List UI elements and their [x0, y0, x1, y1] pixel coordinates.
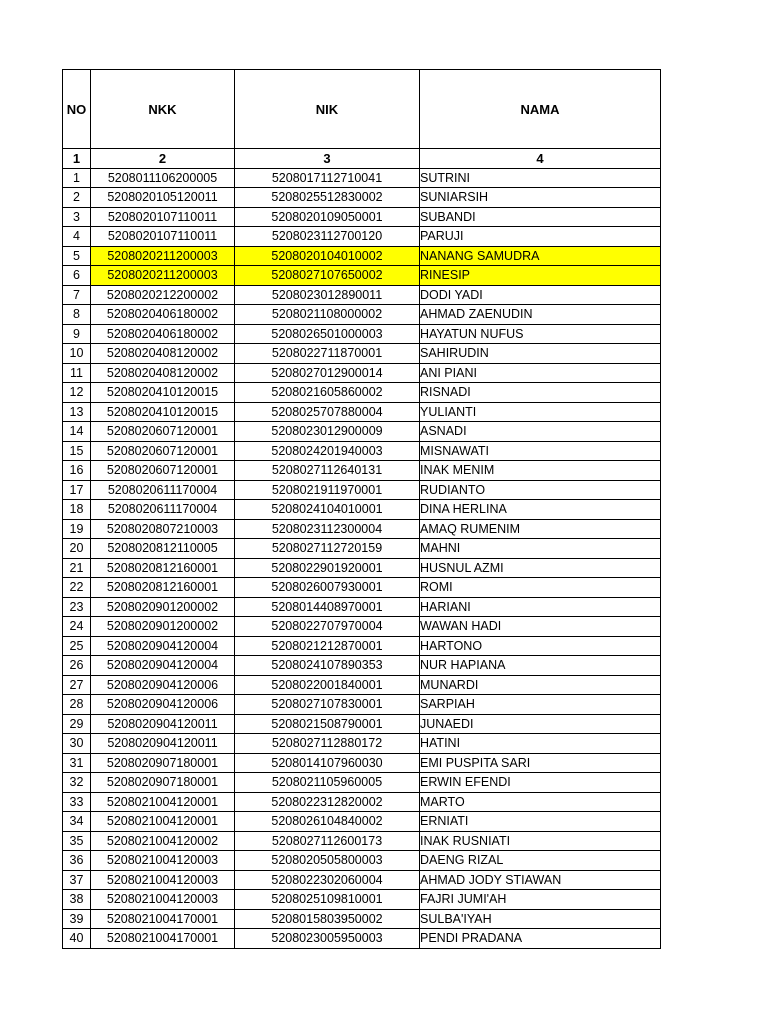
cell-nama: MUNARDI: [420, 675, 661, 695]
cell-nik: 5208022707970004: [235, 617, 420, 637]
cell-no: 26: [63, 656, 91, 676]
cell-no: 39: [63, 909, 91, 929]
cell-nama: FAJRI JUMI'AH: [420, 890, 661, 910]
cell-nkk: 5208020807210003: [91, 519, 235, 539]
cell-nkk: 5208020904120004: [91, 636, 235, 656]
cell-nik: 5208023112700120: [235, 227, 420, 247]
cell-nkk: 5208020907180001: [91, 753, 235, 773]
cell-no: 35: [63, 831, 91, 851]
table-row: [63, 188, 661, 208]
table-row: [63, 402, 661, 422]
table-row: [63, 675, 661, 695]
cell-nkk: 5208020611170004: [91, 480, 235, 500]
cell-no: 28: [63, 695, 91, 715]
table-row: [63, 558, 661, 578]
cell-nik: 5208023012890011: [235, 285, 420, 305]
cell-nkk: 5208020107110011: [91, 227, 235, 247]
cell-nama: ERWIN EFENDI: [420, 773, 661, 793]
cell-nama: ASNADI: [420, 422, 661, 442]
cell-nkk: 5208020410120015: [91, 383, 235, 403]
cell-nama: AHMAD ZAENUDIN: [420, 305, 661, 325]
cell-nik: 5208021108000002: [235, 305, 420, 325]
cell-nama: DODI YADI: [420, 285, 661, 305]
cell-nik: 5208027112640131: [235, 461, 420, 481]
cell-nik: 5208025109810001: [235, 890, 420, 910]
table-row: [63, 695, 661, 715]
cell-nik: 5208023012900009: [235, 422, 420, 442]
table-row: [63, 656, 661, 676]
cell-nkk: 5208020904120011: [91, 734, 235, 754]
table-row: [63, 285, 661, 305]
cell-nkk: 5208020812110005: [91, 539, 235, 559]
table-row: [63, 812, 661, 832]
header-nkk: NKK: [91, 70, 235, 149]
cell-no: 13: [63, 402, 91, 422]
column-index: 2: [91, 149, 235, 169]
cell-no: 2: [63, 188, 91, 208]
table-row: [63, 383, 661, 403]
cell-no: 23: [63, 597, 91, 617]
cell-nik: 5208023005950003: [235, 929, 420, 949]
column-index: 4: [420, 149, 661, 169]
cell-no: 16: [63, 461, 91, 481]
cell-nama: MISNAWATI: [420, 441, 661, 461]
cell-nik: 5208021508790001: [235, 714, 420, 734]
cell-nik: 5208021212870001: [235, 636, 420, 656]
table-row: [63, 480, 661, 500]
cell-nik: 5208024201940003: [235, 441, 420, 461]
cell-nkk: 5208020408120002: [91, 344, 235, 364]
cell-nama: HARIANI: [420, 597, 661, 617]
table-row: [63, 227, 661, 247]
cell-nama: NANANG SAMUDRA: [420, 246, 661, 266]
cell-nik: 5208027107650002: [235, 266, 420, 286]
cell-no: 34: [63, 812, 91, 832]
cell-nik: 5208024104010001: [235, 500, 420, 520]
cell-nkk: 5208020105120011: [91, 188, 235, 208]
cell-nama: NUR HAPIANA: [420, 656, 661, 676]
cell-nkk: 5208020211200003: [91, 246, 235, 266]
table-row: [63, 519, 661, 539]
table-row: [63, 734, 661, 754]
cell-no: 12: [63, 383, 91, 403]
cell-no: 24: [63, 617, 91, 637]
table-row: [63, 792, 661, 812]
header-nama: NAMA: [420, 70, 661, 149]
cell-nama: YULIANTI: [420, 402, 661, 422]
cell-nkk: 5208020406180002: [91, 305, 235, 325]
cell-nkk: 5208020406180002: [91, 324, 235, 344]
cell-nama: PARUJI: [420, 227, 661, 247]
cell-nik: 5208025512830002: [235, 188, 420, 208]
cell-no: 25: [63, 636, 91, 656]
table-row: [63, 870, 661, 890]
table-row: [63, 539, 661, 559]
cell-nkk: 5208021004120003: [91, 870, 235, 890]
cell-nkk: 5208020211200003: [91, 266, 235, 286]
cell-nkk: 5208020812160001: [91, 558, 235, 578]
cell-nik: 5208026501000003: [235, 324, 420, 344]
table-row: [63, 168, 661, 188]
cell-nik: 5208026007930001: [235, 578, 420, 598]
cell-nama: HAYATUN NUFUS: [420, 324, 661, 344]
table-row: [63, 500, 661, 520]
table-row: [63, 890, 661, 910]
cell-nama: SULBA'IYAH: [420, 909, 661, 929]
cell-nama: HARTONO: [420, 636, 661, 656]
cell-no: 29: [63, 714, 91, 734]
table-row: [63, 851, 661, 871]
cell-nik: 5208022312820002: [235, 792, 420, 812]
cell-nkk: 5208020904120004: [91, 656, 235, 676]
cell-nkk: 5208021004170001: [91, 909, 235, 929]
cell-no: 30: [63, 734, 91, 754]
cell-no: 11: [63, 363, 91, 383]
table-row: [63, 363, 661, 383]
cell-nkk: 5208021004120003: [91, 851, 235, 871]
cell-nik: 5208022001840001: [235, 675, 420, 695]
table-body: [63, 168, 661, 948]
table-row: [63, 773, 661, 793]
cell-nkk: 5208020904120011: [91, 714, 235, 734]
cell-nkk: 5208020212200002: [91, 285, 235, 305]
cell-nama: RUDIANTO: [420, 480, 661, 500]
cell-nama: SAHIRUDIN: [420, 344, 661, 364]
table-row: [63, 617, 661, 637]
table-row: [63, 344, 661, 364]
cell-nkk: 5208020907180001: [91, 773, 235, 793]
table-row: [63, 578, 661, 598]
cell-nkk: 5208021004120003: [91, 890, 235, 910]
cell-nkk: 5208020611170004: [91, 500, 235, 520]
table-row: [63, 324, 661, 344]
cell-no: 31: [63, 753, 91, 773]
cell-no: 27: [63, 675, 91, 695]
cell-no: 33: [63, 792, 91, 812]
cell-nkk: 5208021004120001: [91, 812, 235, 832]
cell-nik: 5208027112720159: [235, 539, 420, 559]
table-row: [63, 422, 661, 442]
cell-nama: INAK RUSNIATI: [420, 831, 661, 851]
cell-nkk: 5208020607120001: [91, 422, 235, 442]
cell-nama: SUBANDI: [420, 207, 661, 227]
cell-nik: 5208027012900014: [235, 363, 420, 383]
cell-nik: 5208027112880172: [235, 734, 420, 754]
table-row: [63, 207, 661, 227]
cell-no: 14: [63, 422, 91, 442]
cell-nik: 5208021105960005: [235, 773, 420, 793]
cell-nama: RISNADI: [420, 383, 661, 403]
cell-nama: DAENG RIZAL: [420, 851, 661, 871]
cell-nik: 5208014408970001: [235, 597, 420, 617]
cell-nkk: 5208020107110011: [91, 207, 235, 227]
cell-nama: SUNIARSIH: [420, 188, 661, 208]
table-row: [63, 441, 661, 461]
table-row: [63, 461, 661, 481]
table-header: [63, 70, 661, 169]
cell-nkk: 5208020408120002: [91, 363, 235, 383]
cell-nama: INAK MENIM: [420, 461, 661, 481]
cell-nama: JUNAEDI: [420, 714, 661, 734]
cell-nama: HUSNUL AZMI: [420, 558, 661, 578]
cell-nkk: 5208011106200005: [91, 168, 235, 188]
cell-no: 9: [63, 324, 91, 344]
cell-nik: 5208025707880004: [235, 402, 420, 422]
cell-no: 6: [63, 266, 91, 286]
cell-no: 1: [63, 168, 91, 188]
cell-no: 36: [63, 851, 91, 871]
cell-nik: 5208026104840002: [235, 812, 420, 832]
cell-nama: WAWAN HADI: [420, 617, 661, 637]
cell-nik: 5208022302060004: [235, 870, 420, 890]
table-row: [63, 636, 661, 656]
column-index: 1: [63, 149, 91, 169]
cell-nik: 5208027107830001: [235, 695, 420, 715]
cell-nkk: 5208020904120006: [91, 675, 235, 695]
header-row: [63, 70, 661, 149]
cell-nama: MAHNI: [420, 539, 661, 559]
cell-nama: EMI PUSPITA SARI: [420, 753, 661, 773]
cell-no: 7: [63, 285, 91, 305]
cell-nik: 5208024107890353: [235, 656, 420, 676]
table-row: [63, 597, 661, 617]
cell-nik: 5208015803950002: [235, 909, 420, 929]
cell-nkk: 5208020607120001: [91, 441, 235, 461]
cell-nama: MARTO: [420, 792, 661, 812]
table-row: [63, 714, 661, 734]
table-row: [63, 266, 661, 286]
cell-no: 37: [63, 870, 91, 890]
cell-no: 38: [63, 890, 91, 910]
table-row: [63, 929, 661, 949]
cell-nama: DINA HERLINA: [420, 500, 661, 520]
cell-nkk: 5208020901200002: [91, 597, 235, 617]
cell-no: 22: [63, 578, 91, 598]
cell-nik: 5208020109050001: [235, 207, 420, 227]
cell-nik: 5208020104010002: [235, 246, 420, 266]
cell-no: 4: [63, 227, 91, 247]
cell-nik: 5208023112300004: [235, 519, 420, 539]
cell-nik: 5208022901920001: [235, 558, 420, 578]
cell-nkk: 5208020904120006: [91, 695, 235, 715]
cell-no: 10: [63, 344, 91, 364]
table-row: [63, 246, 661, 266]
cell-no: 17: [63, 480, 91, 500]
header-no: NO: [63, 70, 91, 149]
column-index: 3: [235, 149, 420, 169]
cell-nama: AHMAD JODY STIAWAN: [420, 870, 661, 890]
table-row: [63, 753, 661, 773]
data-table: [62, 69, 661, 949]
cell-nik: 5208020505800003: [235, 851, 420, 871]
table-row: [63, 909, 661, 929]
cell-no: 19: [63, 519, 91, 539]
cell-no: 8: [63, 305, 91, 325]
cell-no: 3: [63, 207, 91, 227]
cell-nkk: 5208020607120001: [91, 461, 235, 481]
cell-nama: ERNIATI: [420, 812, 661, 832]
cell-nama: ROMI: [420, 578, 661, 598]
cell-no: 15: [63, 441, 91, 461]
cell-nik: 5208014107960030: [235, 753, 420, 773]
cell-nama: SARPIAH: [420, 695, 661, 715]
cell-no: 32: [63, 773, 91, 793]
cell-nik: 5208017112710041: [235, 168, 420, 188]
cell-nkk: 5208021004120001: [91, 792, 235, 812]
cell-nama: SUTRINI: [420, 168, 661, 188]
cell-no: 40: [63, 929, 91, 949]
column-index-row: [63, 149, 661, 169]
cell-nkk: 5208021004170001: [91, 929, 235, 949]
table-row: [63, 831, 661, 851]
cell-nama: HATINI: [420, 734, 661, 754]
cell-no: 5: [63, 246, 91, 266]
header-nik: NIK: [235, 70, 420, 149]
cell-nkk: 5208020410120015: [91, 402, 235, 422]
cell-nik: 5208021605860002: [235, 383, 420, 403]
cell-no: 21: [63, 558, 91, 578]
cell-nama: AMAQ RUMENIM: [420, 519, 661, 539]
cell-no: 18: [63, 500, 91, 520]
table-row: [63, 305, 661, 325]
cell-nkk: 5208020812160001: [91, 578, 235, 598]
cell-nama: PENDI PRADANA: [420, 929, 661, 949]
cell-no: 20: [63, 539, 91, 559]
cell-nkk: 5208020901200002: [91, 617, 235, 637]
cell-nik: 5208027112600173: [235, 831, 420, 851]
cell-nik: 5208022711870001: [235, 344, 420, 364]
cell-nama: RINESIP: [420, 266, 661, 286]
cell-nkk: 5208021004120002: [91, 831, 235, 851]
cell-nama: ANI PIANI: [420, 363, 661, 383]
cell-nik: 5208021911970001: [235, 480, 420, 500]
